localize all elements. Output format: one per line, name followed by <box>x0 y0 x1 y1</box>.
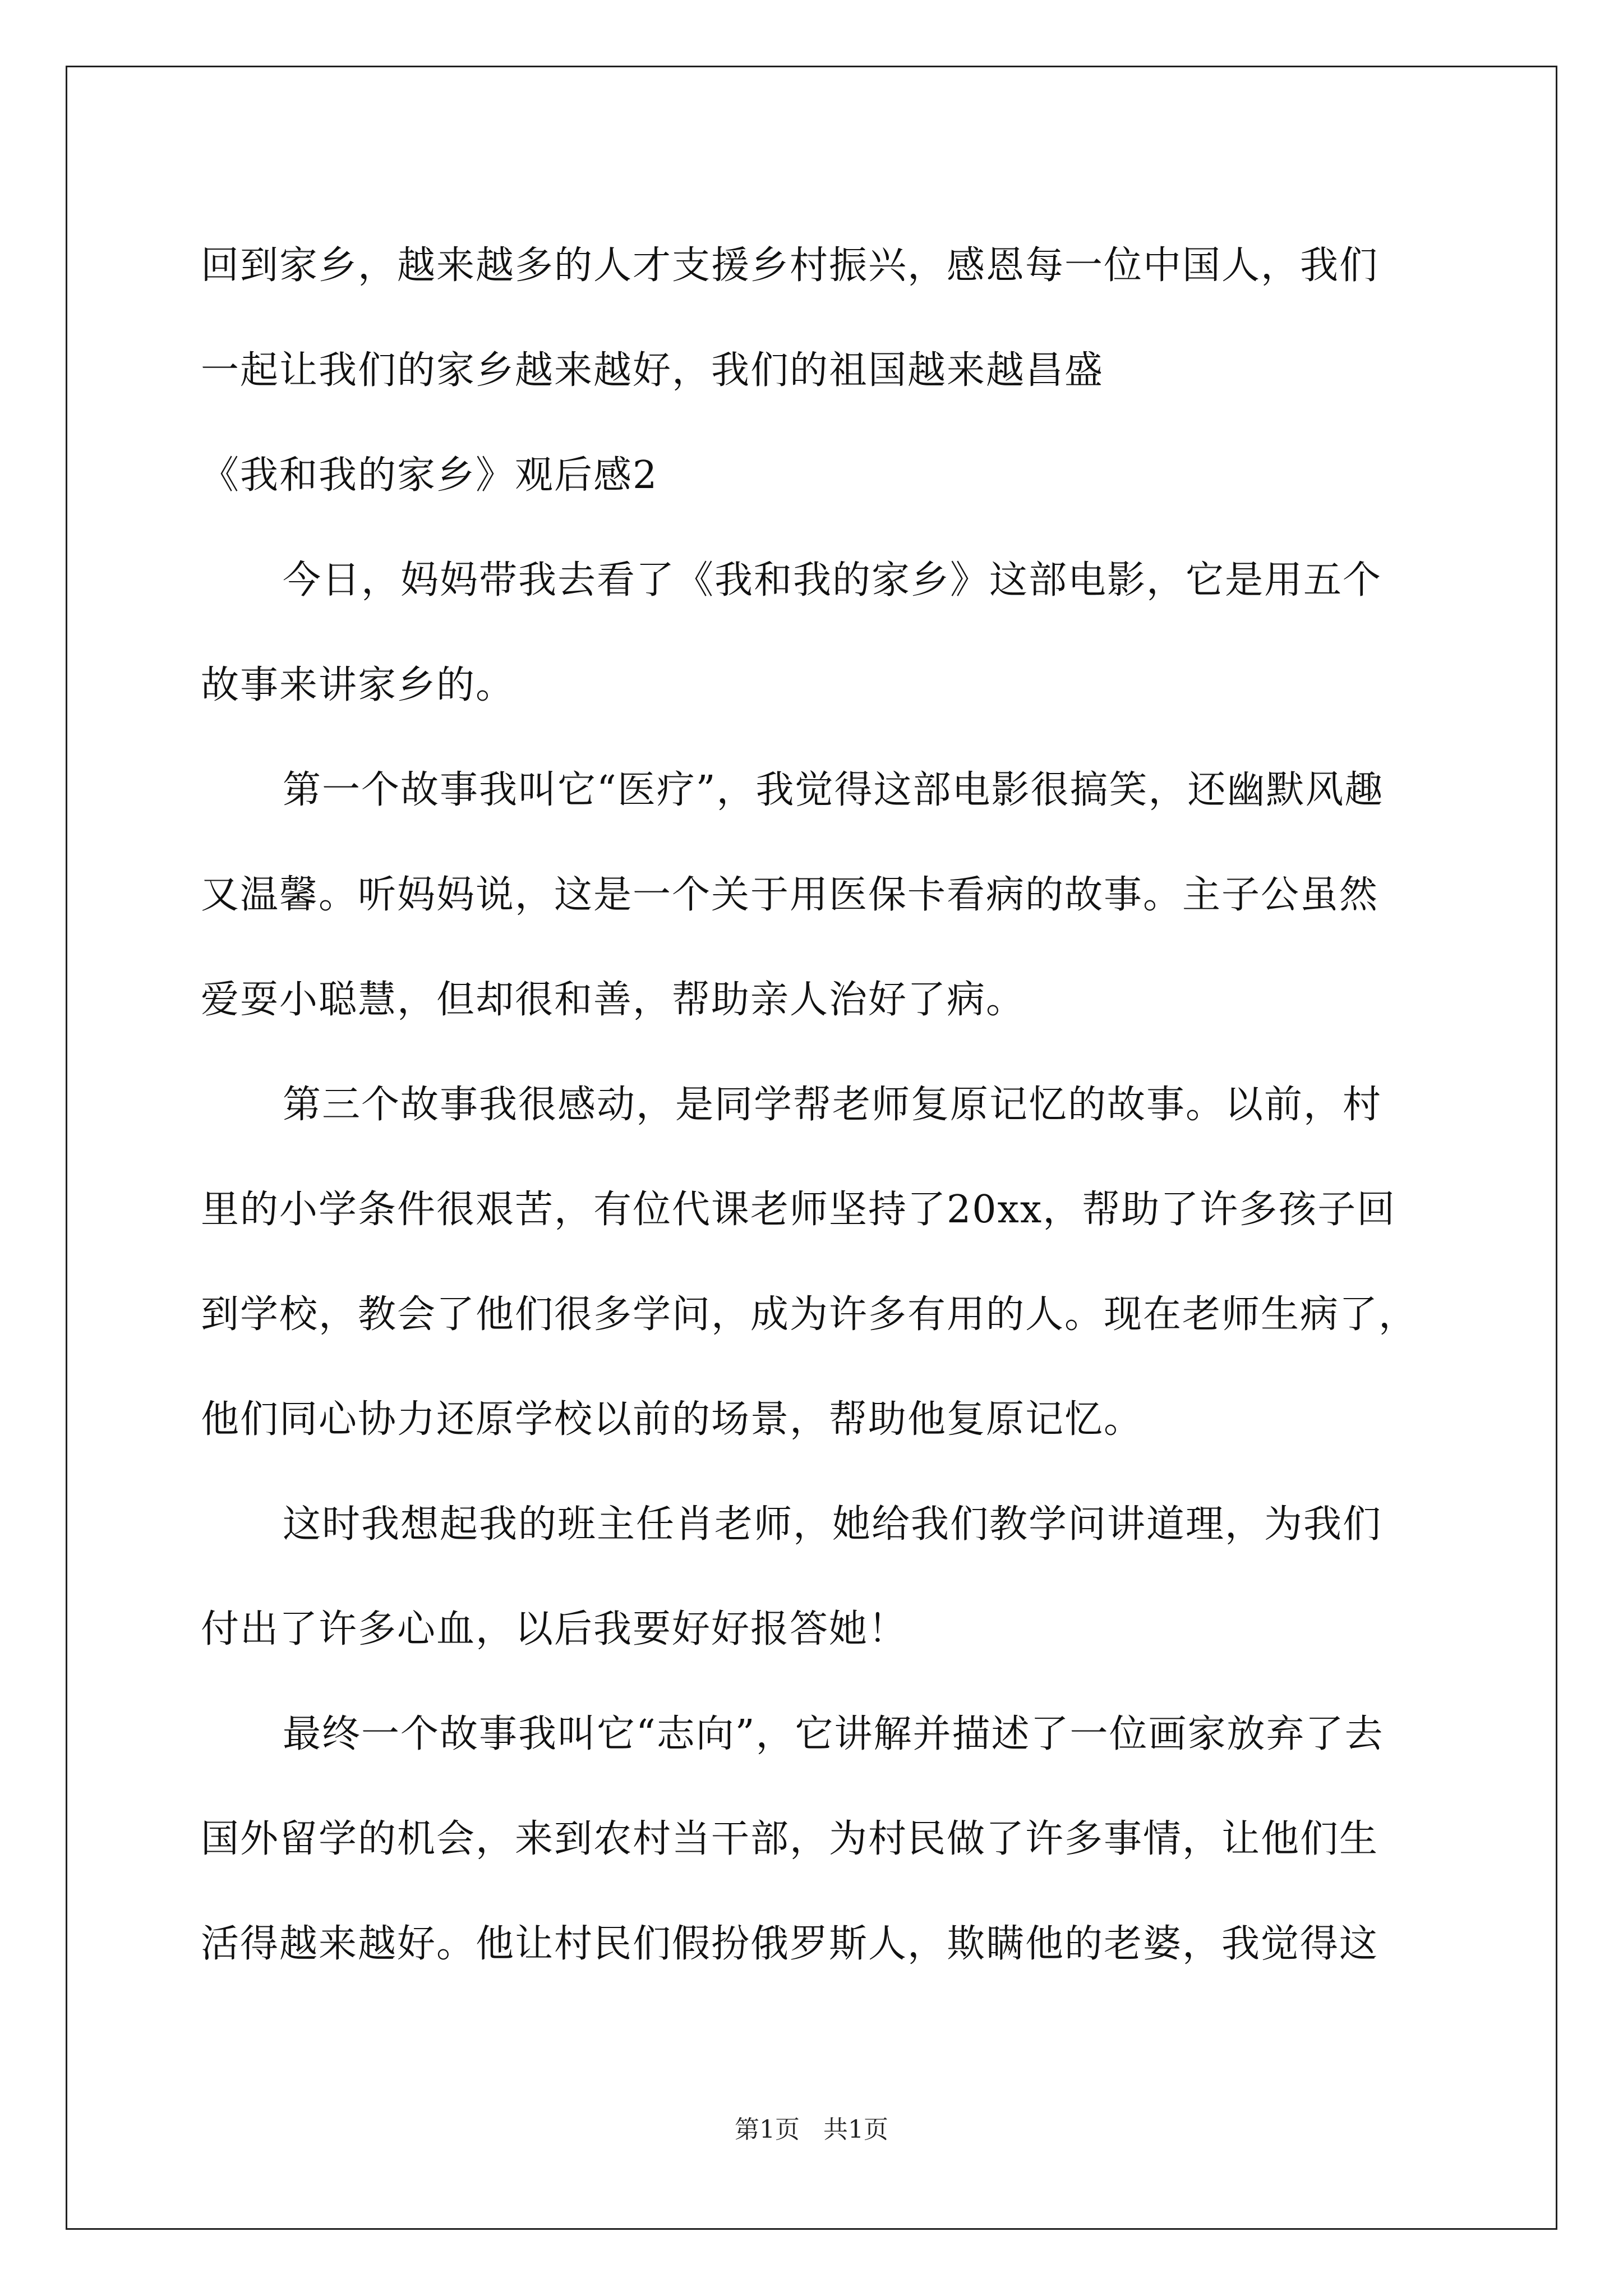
text-line: 爱耍小聪慧，但却很和善，帮助亲人治好了病。 <box>201 978 1026 1022</box>
page-footer: 第1页 共1页 <box>735 2115 888 2144</box>
text-line: 付出了许多心血，以后我要好好报答她！ <box>201 1607 908 1651</box>
text-line: 这时我想起我的班主任肖老师，她给我们教学问讲道理，为我们 <box>283 1502 1382 1547</box>
text-line: 到学校，教会了他们很多学问，成为许多有用的人。现在老师生病了， <box>201 1292 1418 1337</box>
text-line: 一起让我们的家乡越来越好，我们的祖国越来越昌盛 <box>201 348 1104 393</box>
text-line: 活得越来越好。他让村民们假扮俄罗斯人，欺瞒他的老婆，我觉得这 <box>201 1922 1379 1966</box>
text-line: 第一个故事我叫它“医疗”，我觉得这部电影很搞笑，还幽默风趣 <box>283 768 1384 812</box>
document-body <box>201 213 1435 1996</box>
text-line: 今日，妈妈带我去看了《我和我的家乡》这部电影，它是用五个 <box>283 558 1382 602</box>
text-line: 故事来讲家乡的。 <box>201 663 515 707</box>
text-line: 里的小学条件很艰苦，有位代课老师坚持了20xx，帮助了许多孩子回 <box>201 1188 1396 1232</box>
text-line: 回到家乡，越来越多的人才支援乡村振兴，感恩每一位中国人，我们 <box>201 243 1379 288</box>
text-line: 他们同心协力还原学校以前的场景，帮助他复原记忆。 <box>201 1397 1144 1442</box>
text-line: 又温馨。听妈妈说，这是一个关于用医保卡看病的故事。主子公虽然 <box>201 873 1379 917</box>
section-heading: 《我和我的家乡》观后感2 <box>201 453 658 498</box>
text-line: 最终一个故事我叫它“志向”，它讲解并描述了一位画家放弃了去 <box>283 1712 1384 1756</box>
text-line: 国外留学的机会，来到农村当干部，为村民做了许多事情，让他们生 <box>201 1817 1379 1861</box>
text-line: 第三个故事我很感动，是同学帮老师复原记忆的故事。以前，村 <box>283 1083 1382 1127</box>
